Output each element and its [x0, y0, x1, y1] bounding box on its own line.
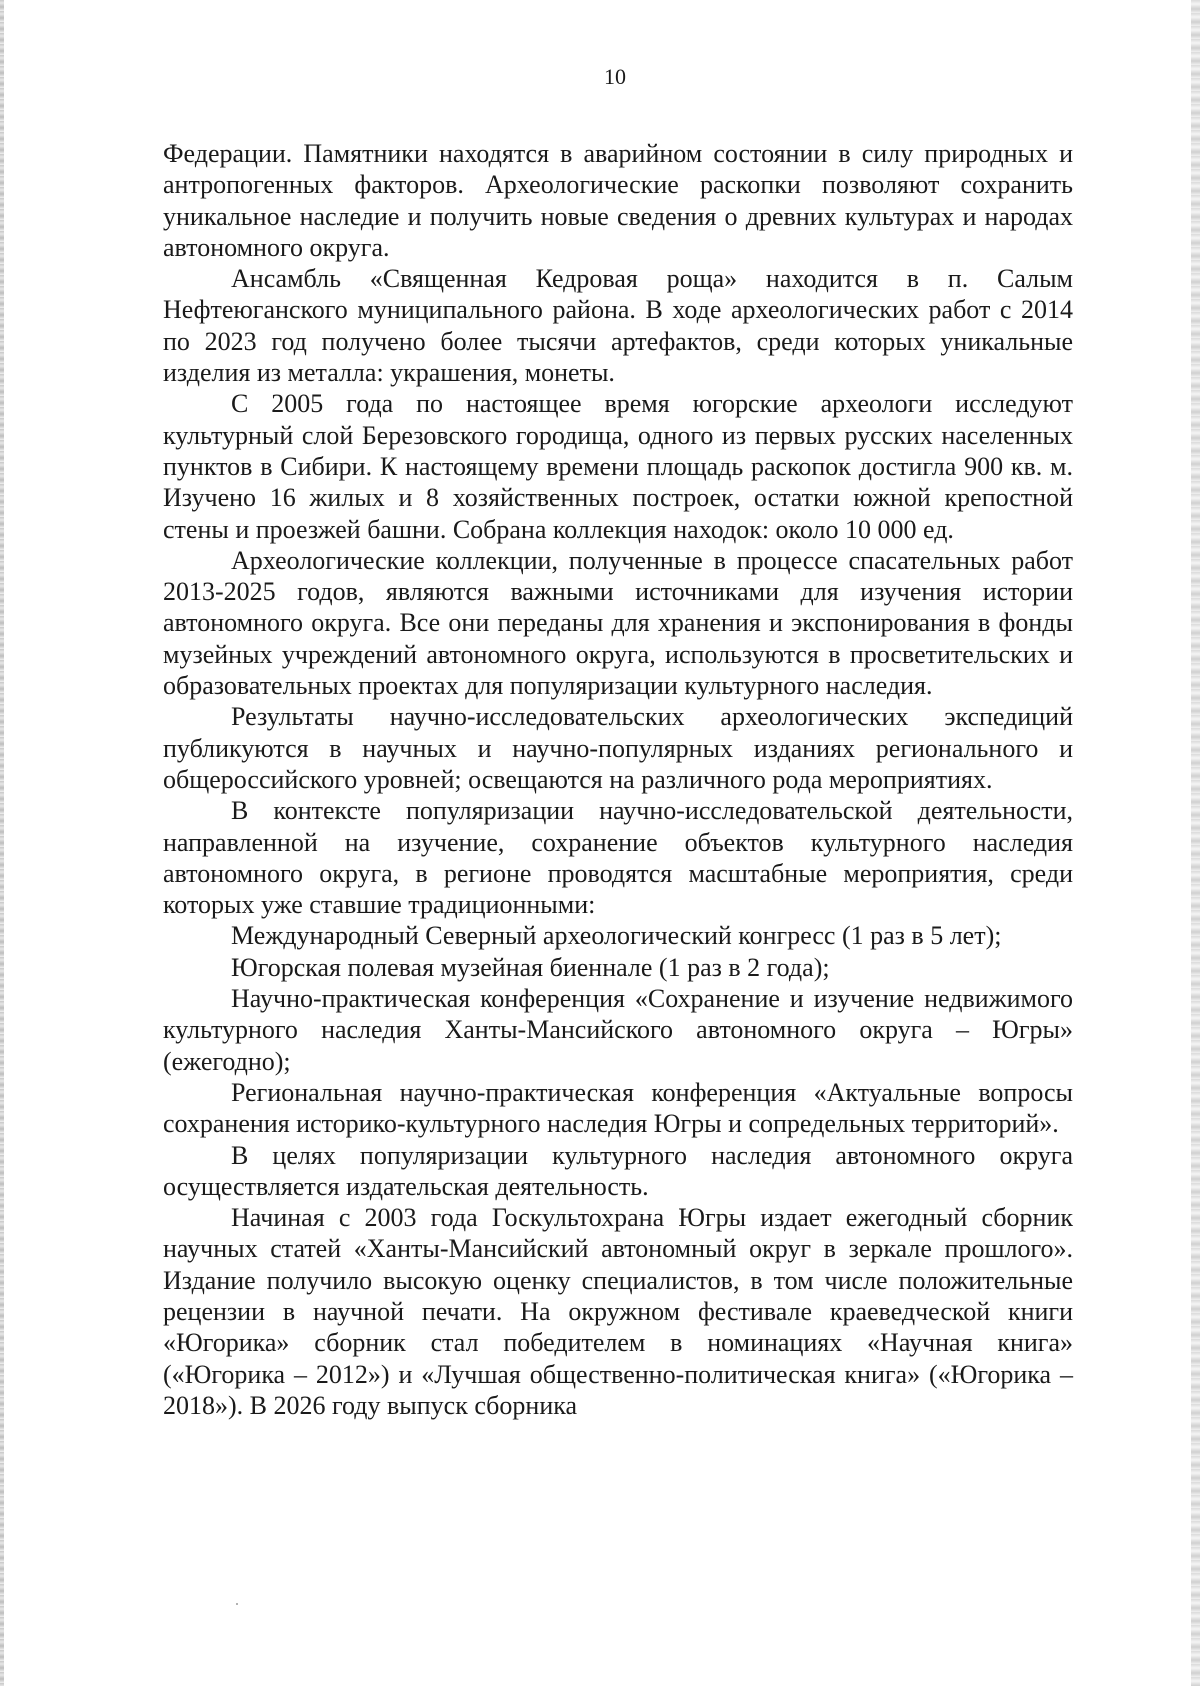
list-item-conference-preservation: Научно-практическая конференция «Сохранение и изучение недвижимого культурного наследия Ханты-Мансийского автономного округа – Югры» (ежегодно);: [163, 984, 1073, 1076]
paragraph-berezovo-settlement: С 2005 года по настоящее время югорские археологи исследуют культурный слой Березовского городища, одного из первых русских населенных пунктов в Сибири. К настоящему времени площадь раскопок достигла 900 кв. м. Изучено 16 жилых и 8 хозяйственных построек, остатки южной крепостной стены и проезжей башни. Собрана коллекция находок: около 10 000 ед.: [163, 389, 1073, 544]
paragraph-popularization-events: В контексте популяризации научно-исследовательской деятельности, направленной на изучение, сохранение объектов культурного наследия автономного округа, в регионе проводятся масштабные мероприятия, среди которых уже ставшие традиционными:: [163, 796, 1073, 920]
list-item-biennale: Югорская полевая музейная биеннале (1 раз в 2 года);: [231, 952, 830, 982]
paragraph-federation-monuments: Федерации. Памятники находятся в аварийном состоянии в силу природных и антропогенных факторов. Археологические раскопки позволяют сохранить уникальное наследие и получить новые сведения о древних культурах и народах автономного округа.: [163, 139, 1073, 262]
scan-speck: [236, 1603, 238, 1605]
paragraph-expedition-results: Результаты научно-исследовательских археологических экспедиций публикуются в научных и научно-популярных изданиях регионального и общероссийского уровней; освещаются на различного рода мероприятиях.: [163, 702, 1073, 794]
paragraph-archaeological-collections: Археологические коллекции, полученные в процессе спасательных работ 2013-2025 годов, являются важными источниками для изучения истории автономного округа. Все они переданы для хранения и экспонирования в фонды музейных учреждений автономного округа, используются в просветительских и образовательных проектах для популяризации культурного наследия.: [163, 545, 1073, 701]
list-item-congress: Международный Северный археологический конгресс (1 раз в 5 лет);: [231, 921, 1002, 951]
body-text: [163, 138, 1073, 1421]
paragraph-publishing: В целях популяризации культурного наследия автономного округа осуществляется издательская деятельность.: [163, 1140, 1073, 1201]
list-item-conference-regional: Региональная научно-практическая конференция «Актуальные вопросы сохранения историко-культурного наследия Югры и сопредельных территорий».: [163, 1077, 1073, 1139]
scan-edge-right: [1191, 0, 1200, 1686]
page-number: 10: [604, 64, 626, 89]
paragraph-cedar-grove: Ансамбль «Священная Кедровая роща» находится в п. Салым Нефтеюганского муниципального района. В ходе археологических работ с 2014 по 2023 год получено более тысячи артефактов, среди которых уникальные изделия из металла: украшения, монеты.: [163, 264, 1073, 388]
paragraph-yearbook: Начиная с 2003 года Госкультохрана Югры издает ежегодный сборник научных статей «Ханты-Мансийский автономный округ в зеркале прошлого». Издание получило высокую оценку специалистов, в том числе положительные рецензии в научной печати. На окружном фестивале краеведческой книги «Югорика» сборник стал победителем в номинациях «Научная книга» («Югорика – 2012») и «Лучшая общественно-политическая книга» («Югорика – 2018»). В 2026 году выпуск сборника: [163, 1203, 1073, 1420]
scan-edge-left: [0, 0, 4, 1686]
